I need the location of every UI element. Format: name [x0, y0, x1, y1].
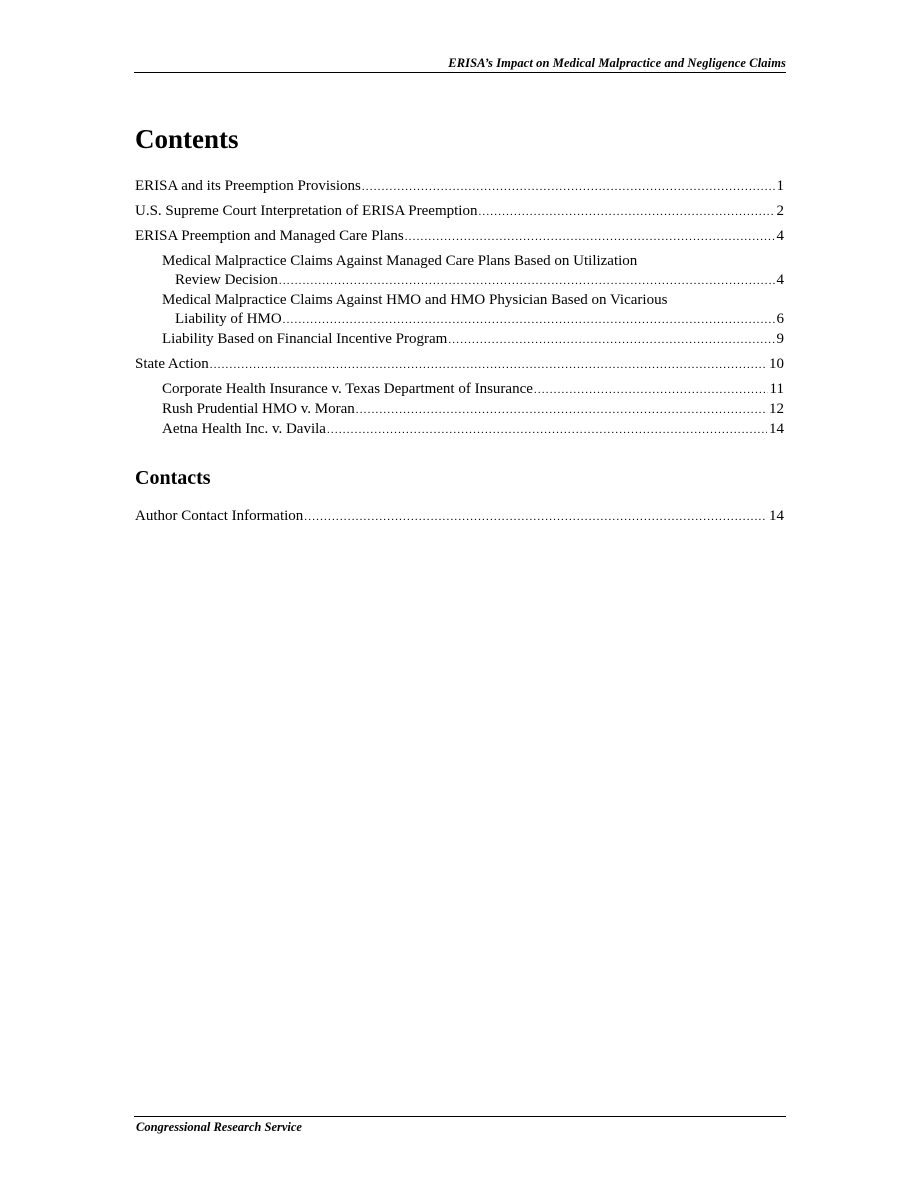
toc-entry-supreme-court-interpretation[interactable] [135, 202, 784, 222]
contacts-list [135, 507, 784, 532]
toc-page-number: 9 [776, 331, 784, 347]
dot-leader [283, 311, 775, 330]
toc-entry-managed-care-plans[interactable] [135, 227, 784, 247]
contacts-title: Contacts [135, 467, 211, 489]
toc-page-number: 11 [769, 381, 784, 397]
toc-entry-erisa-preemption-provisions[interactable] [135, 177, 784, 197]
dot-leader [405, 228, 775, 247]
dot-leader [279, 272, 775, 291]
toc-page-number: 4 [776, 272, 784, 288]
dot-leader [210, 356, 767, 375]
dot-leader [478, 203, 774, 222]
toc-entry-rush-prudential[interactable] [135, 400, 784, 420]
dot-leader [534, 381, 768, 400]
toc-entry-text: ERISA Preemption and Managed Care Plans [135, 228, 404, 244]
toc-entry-text-line1: Medical Malpractice Claims Against Managed Care Plans Based on Utilization [162, 253, 638, 269]
contents-title: Contents [135, 124, 239, 154]
toc-entry-state-action[interactable] [135, 355, 784, 375]
toc-page-number: 10 [769, 356, 784, 372]
toc-entry-vicarious-liability[interactable] [135, 291, 784, 330]
running-footer: Congressional Research Service [136, 1120, 302, 1134]
toc-page-number: 1 [776, 178, 784, 194]
toc-page-number: 14 [769, 508, 784, 524]
toc-entry-text: Author Contact Information [135, 508, 304, 524]
toc-entry-text-line2: Liability of HMO [175, 311, 282, 327]
toc-page-number: 4 [776, 228, 784, 244]
contents-list [135, 177, 784, 440]
dot-leader [362, 178, 775, 197]
toc-page-number: 14 [769, 421, 784, 437]
toc-entry-utilization-review[interactable] [135, 252, 784, 291]
toc-entry-financial-incentive[interactable] [135, 330, 784, 350]
running-header: ERISA’s Impact on Medical Malpractice and Negligence Claims [448, 56, 786, 70]
toc-entry-text: Corporate Health Insurance v. Texas Department of Insurance [162, 381, 533, 397]
toc-entry-text: Rush Prudential HMO v. Moran [162, 401, 355, 417]
toc-entry-text: ERISA and its Preemption Provisions [135, 178, 361, 194]
toc-entry-corporate-health-insurance[interactable] [135, 380, 784, 400]
footer-rule [134, 1116, 786, 1117]
toc-entry-aetna-davila[interactable] [135, 420, 784, 440]
toc-entry-text: Aetna Health Inc. v. Davila [162, 421, 326, 437]
dot-leader [304, 508, 767, 527]
toc-page-number: 12 [769, 401, 784, 417]
toc-entry-text: U.S. Supreme Court Interpretation of ERISA Preemption [135, 203, 478, 219]
header-rule [134, 72, 786, 73]
toc-page-number: 2 [776, 203, 784, 219]
toc-entry-author-contact[interactable] [135, 507, 784, 527]
toc-entry-text: Liability Based on Financial Incentive Program [162, 331, 448, 347]
dot-leader [448, 331, 774, 350]
toc-entry-text: State Action [135, 356, 209, 372]
dot-leader [327, 421, 767, 440]
dot-leader [356, 401, 767, 420]
toc-entry-text-line1: Medical Malpractice Claims Against HMO and HMO Physician Based on Vicarious [162, 292, 668, 308]
toc-page-number: 6 [776, 311, 784, 327]
toc-entry-text-line2: Review Decision [175, 272, 278, 288]
